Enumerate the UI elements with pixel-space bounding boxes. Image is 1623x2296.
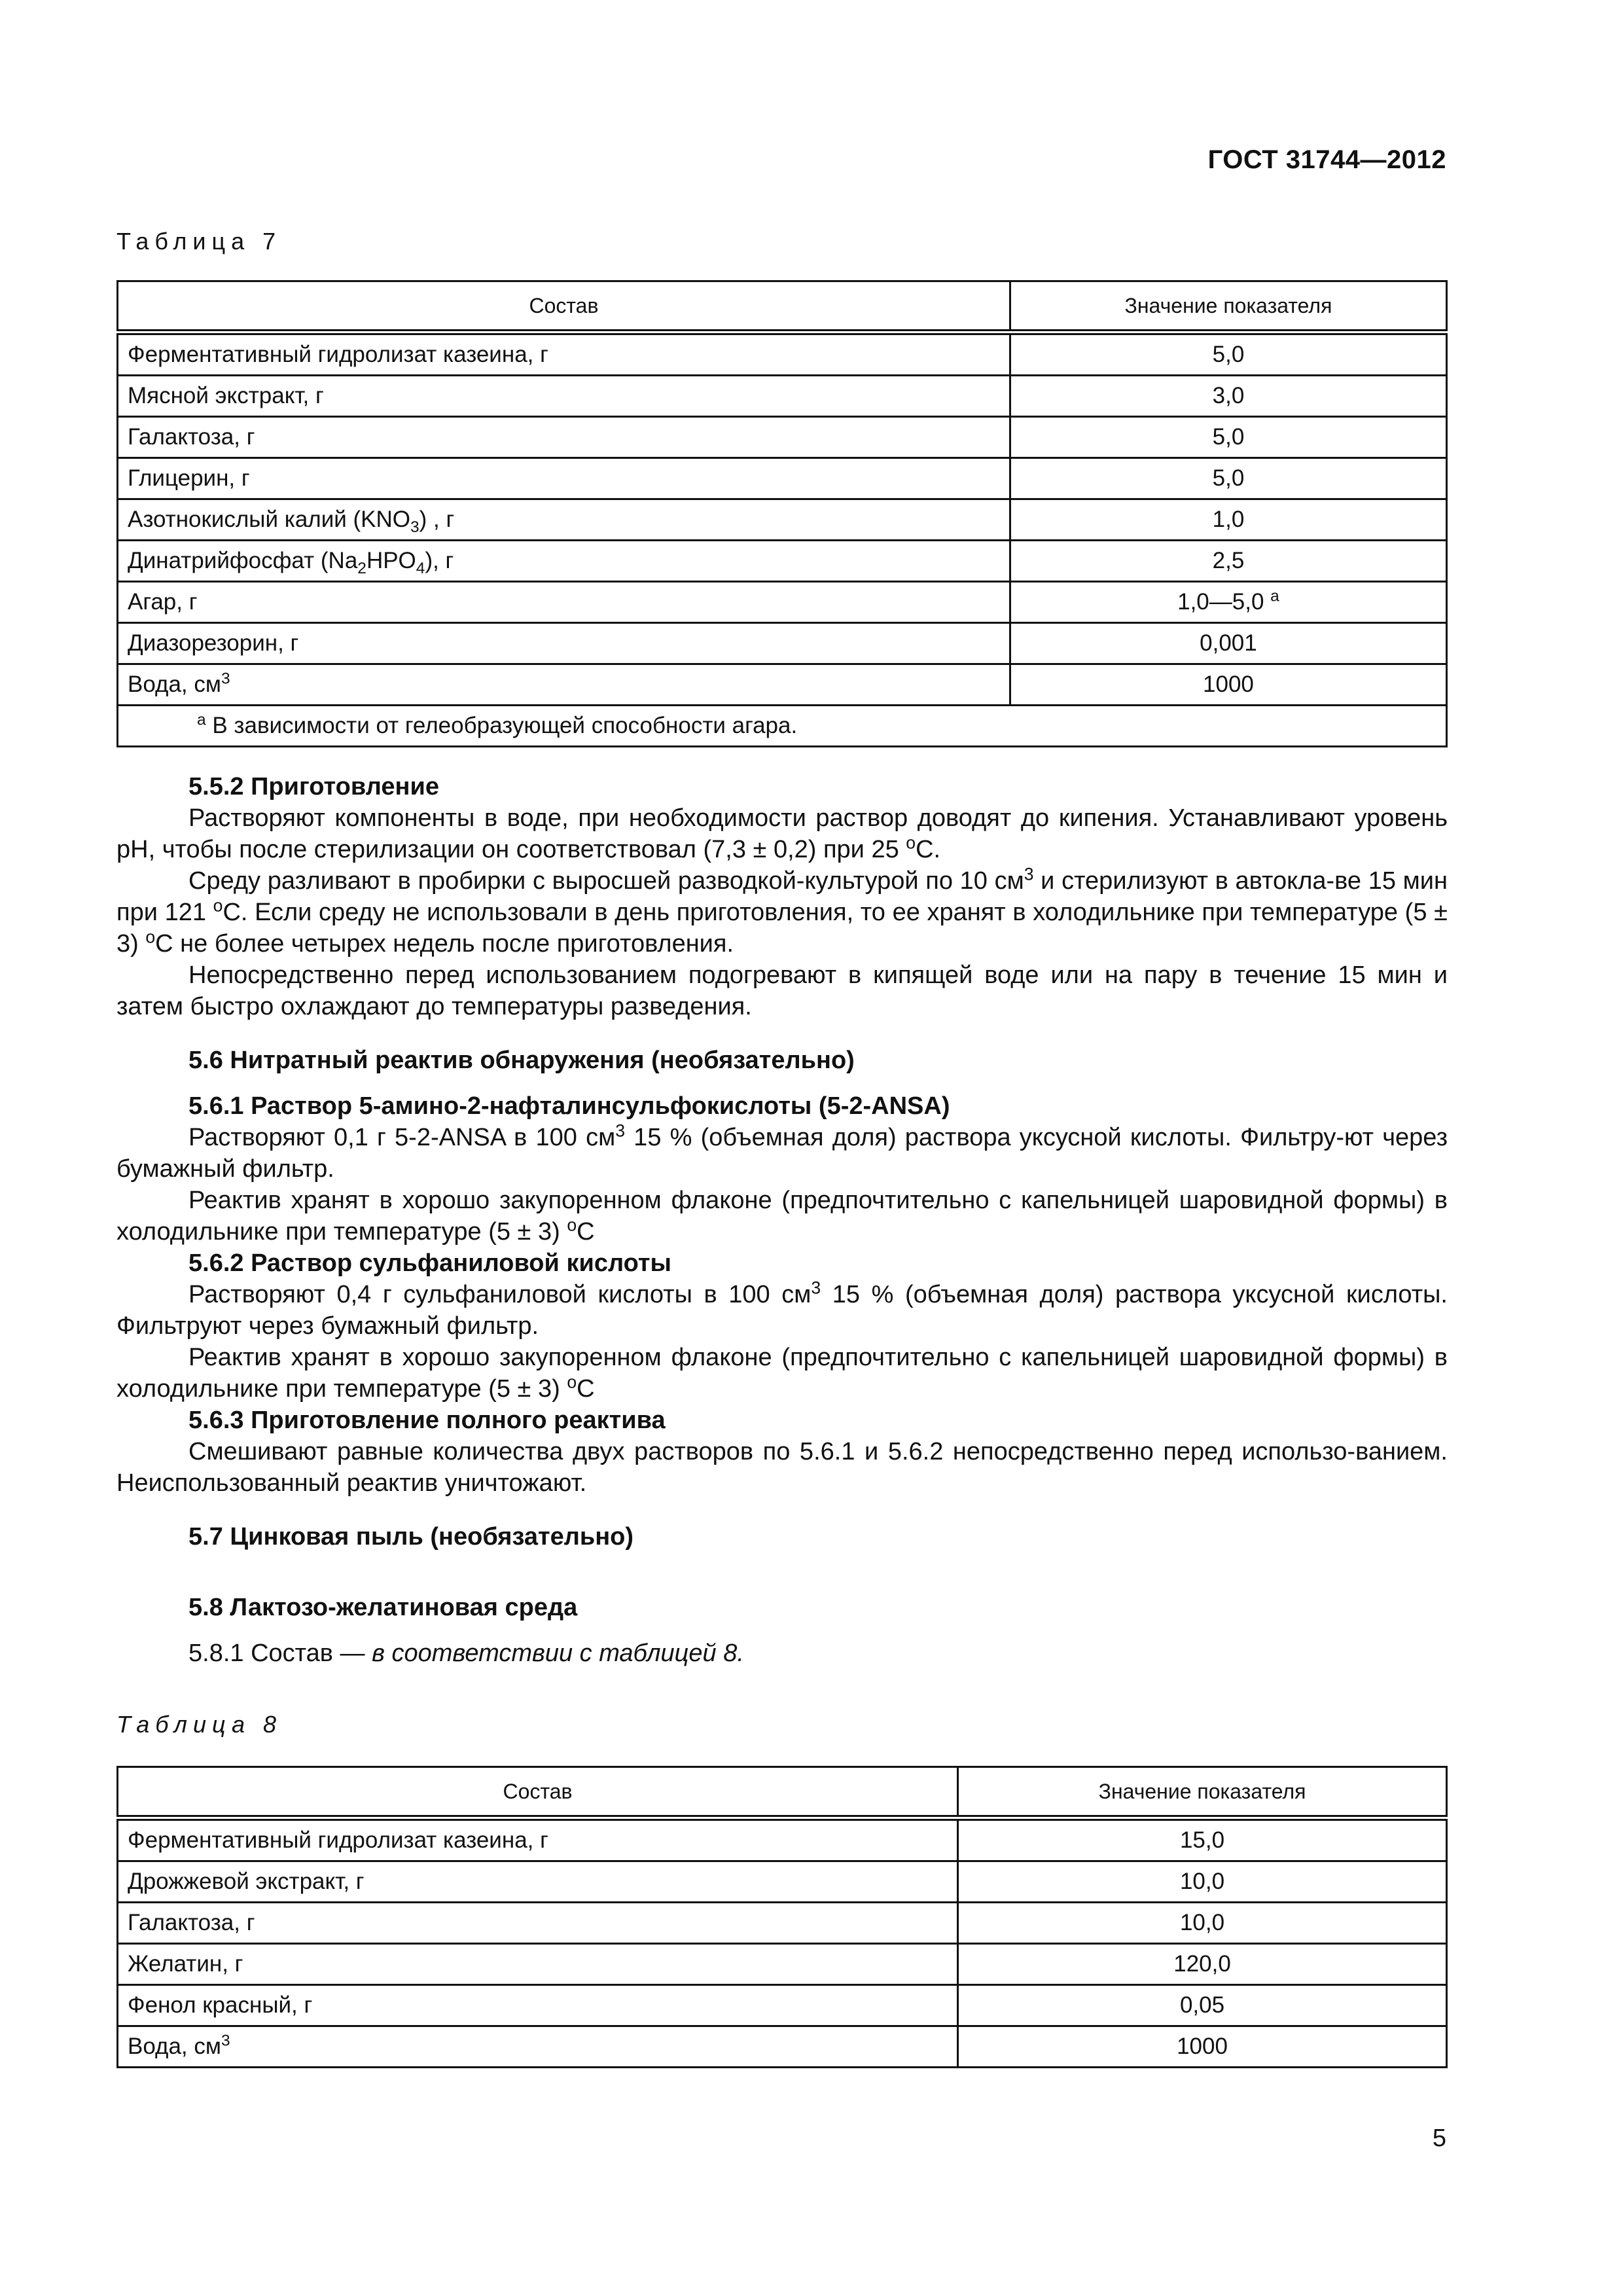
- superscript: о: [567, 1215, 577, 1235]
- row-name-part: Динатрийфосфат (Na: [128, 548, 358, 573]
- row-value: 120,0: [958, 1944, 1447, 1985]
- row-name-part: ), г: [425, 548, 454, 573]
- row-name: Ферментативный гидролизат казеина, г: [118, 1818, 958, 1861]
- text: С. Если среду не использовали в день приготовления, то ее хранят в холодильнике при температуре (5 ± 3): [116, 899, 1448, 958]
- text: Растворяют 0,1 г 5-2-ANSA в 100 см: [188, 1124, 616, 1151]
- footnote-marker: а: [1270, 587, 1279, 605]
- table-header-row: [118, 1767, 1447, 1818]
- text: С: [577, 1218, 595, 1246]
- superscript: 3: [221, 2032, 230, 2050]
- table-header-row: [118, 281, 1447, 332]
- row-name: [118, 2026, 958, 2068]
- row-name: Диазорезорин, г: [118, 623, 1010, 664]
- row-name: Дрожжевой экстракт, г: [118, 1861, 958, 1903]
- row-value-text: 1,0—5,0: [1177, 589, 1264, 615]
- table-row: [118, 417, 1447, 458]
- table-8-label: Таблица 8: [116, 1711, 283, 1738]
- heading-5-6: 5.6 Нитратный реактив обнаружения (необязательно): [188, 1047, 855, 1074]
- table-footnote: [118, 706, 1447, 747]
- superscript: 3: [615, 1121, 626, 1141]
- row-value: 15,0: [958, 1818, 1447, 1861]
- text: 5.8.1 Состав —: [188, 1640, 372, 1667]
- row-name-part: Вода, см: [128, 2034, 221, 2059]
- row-value: 1,0: [1010, 499, 1446, 541]
- spacer: [116, 1623, 1448, 1638]
- text: С: [577, 1375, 595, 1403]
- footnote-marker: а: [197, 711, 206, 729]
- superscript: 3: [1024, 864, 1034, 884]
- paragraph: [116, 802, 1448, 865]
- text: Среду разливают в пробирки с выросшей разводкой-культурой по 10 см: [188, 867, 1024, 895]
- row-value: [1010, 582, 1446, 623]
- body-text: [116, 771, 1448, 1669]
- row-name: [118, 499, 1010, 541]
- table-row: [118, 1985, 1447, 2026]
- row-name: Агар, г: [118, 582, 1010, 623]
- row-name: Галактоза, г: [118, 1903, 958, 1944]
- row-name: Мясной экстракт, г: [118, 376, 1010, 417]
- row-value: 2,5: [1010, 541, 1446, 582]
- row-name: Глицерин, г: [118, 458, 1010, 499]
- subscript: 3: [410, 518, 419, 536]
- row-name-part: HPO: [366, 548, 416, 573]
- superscript: о: [567, 1372, 577, 1392]
- row-value: 3,0: [1010, 376, 1446, 417]
- column-header-value: Значение показателя: [958, 1767, 1447, 1818]
- spacer: [116, 1022, 1448, 1045]
- heading-5-6-1: 5.6.1 Раствор 5-амино-2-нафталинсульфокислоты (5-2-ANSA): [188, 1092, 950, 1120]
- subscript: 4: [416, 560, 425, 577]
- row-name-part: ) , г: [419, 507, 455, 532]
- row-name-part: Вода, см: [128, 672, 221, 697]
- table-8: [116, 1766, 1448, 2068]
- footnote-text: В зависимости от гелеобразующей способности агара.: [205, 713, 798, 738]
- table-row: [118, 623, 1447, 664]
- paragraph: [116, 1638, 1448, 1669]
- row-name: [118, 541, 1010, 582]
- paragraph: [116, 1342, 1448, 1405]
- subscript: 2: [357, 560, 366, 577]
- row-value: 0,05: [958, 1985, 1447, 2026]
- row-value: 10,0: [958, 1903, 1447, 1944]
- paragraph: Непосредственно перед использованием подогревают в кипящей воде или на пару в течение 15 мин и затем быстро охлаждают до температуры разведения.: [116, 961, 1448, 1020]
- row-name: Ферментативный гидролизат казеина, г: [118, 332, 1010, 376]
- table-row: [118, 499, 1447, 541]
- table-row: [118, 1861, 1447, 1903]
- row-name: Фенол красный, г: [118, 1985, 958, 2026]
- table-row: [118, 1818, 1447, 1861]
- heading-5-6-2: 5.6.2 Раствор сульфаниловой кислоты: [188, 1249, 671, 1277]
- column-header-composition: Состав: [118, 1767, 958, 1818]
- text: 15 % (объемная доля) раствора уксусной кислоты. Фильтру-ют через бумажный фильтр.: [116, 1124, 1448, 1183]
- text: 15 % (объемная доля) раствора уксусной кислоты. Фильтруют через бумажный фильтр.: [116, 1281, 1448, 1340]
- table-row: [118, 1903, 1447, 1944]
- spacer: [116, 1499, 1448, 1521]
- heading-5-6-3: 5.6.3 Приготовление полного реактива: [188, 1407, 666, 1434]
- text: С.: [916, 836, 941, 863]
- text: Реактив хранят в хорошо закупоренном флаконе (предпочтительно с капельницей шаровидной формы) в холодильнике при температуре (5 ± 3): [116, 1344, 1448, 1403]
- superscript: 3: [811, 1278, 821, 1298]
- table-footnote-row: [118, 706, 1447, 747]
- row-name: Желатин, г: [118, 1944, 958, 1985]
- row-value: 1000: [958, 2026, 1447, 2068]
- table-7: [116, 280, 1448, 747]
- text: Растворяют 0,4 г сульфаниловой кислоты в 100 см: [188, 1281, 812, 1308]
- text: Растворяют компоненты в воде, при необходимости раствор доводят до кипения. Устанавливают уровень pH, чтобы после стерилизации он соответствовал (7,3 ± 0,2) при 25: [116, 804, 1448, 863]
- spacer: [116, 1552, 1448, 1592]
- row-name: [118, 664, 1010, 706]
- heading-5-5-2: 5.5.2 Приготовление: [188, 773, 439, 800]
- column-header-value: Значение показателя: [1010, 281, 1446, 332]
- row-name: Галактоза, г: [118, 417, 1010, 458]
- row-value: 10,0: [958, 1861, 1447, 1903]
- table-reference: в соответствии с таблицей 8.: [372, 1640, 744, 1667]
- superscript: о: [145, 927, 156, 947]
- superscript: 3: [221, 670, 230, 688]
- row-value: 1000: [1010, 664, 1446, 706]
- column-header-composition: Состав: [118, 281, 1010, 332]
- row-value: 5,0: [1010, 332, 1446, 376]
- spacer: [116, 1076, 1448, 1090]
- document-code: ГОСТ 31744—2012: [1207, 145, 1446, 174]
- text: и стерилизуют в автокла-ве 15 мин при 121: [116, 867, 1448, 926]
- heading-5-7: 5.7 Цинковая пыль (необязательно): [188, 1523, 634, 1551]
- table-row: [118, 582, 1447, 623]
- row-value: 0,001: [1010, 623, 1446, 664]
- paragraph: [116, 1122, 1448, 1185]
- superscript: о: [906, 833, 916, 853]
- table-row: [118, 2026, 1447, 2068]
- text: С не более четырех недель после приготовления.: [155, 930, 734, 958]
- table-row: [118, 376, 1447, 417]
- table-row: [118, 541, 1447, 582]
- paragraph: [116, 1279, 1448, 1342]
- paragraph: [116, 865, 1448, 960]
- table-row: [118, 664, 1447, 706]
- paragraph: Смешивают равные количества двух растворов по 5.6.1 и 5.6.2 непосредственно перед использо-ванием. Неиспользованный реактив уничтожают.: [116, 1438, 1448, 1497]
- table-row: [118, 458, 1447, 499]
- superscript: о: [213, 895, 223, 916]
- paragraph: [116, 1185, 1448, 1247]
- table-7-label: Таблица 7: [116, 228, 282, 255]
- row-name-part: Азотнокислый калий (KNO: [128, 507, 411, 532]
- row-value: 5,0: [1010, 458, 1446, 499]
- table-row: [118, 332, 1447, 376]
- row-value: 5,0: [1010, 417, 1446, 458]
- heading-5-8: 5.8 Лактозо-желатиновая среда: [188, 1594, 578, 1621]
- text: Реактив хранят в хорошо закупоренном флаконе (предпочтительно с капельницей шаровидной формы) в холодильнике при температуре (5 ± 3): [116, 1187, 1448, 1246]
- table-row: [118, 1944, 1447, 1985]
- page-number: 5: [1432, 2125, 1446, 2152]
